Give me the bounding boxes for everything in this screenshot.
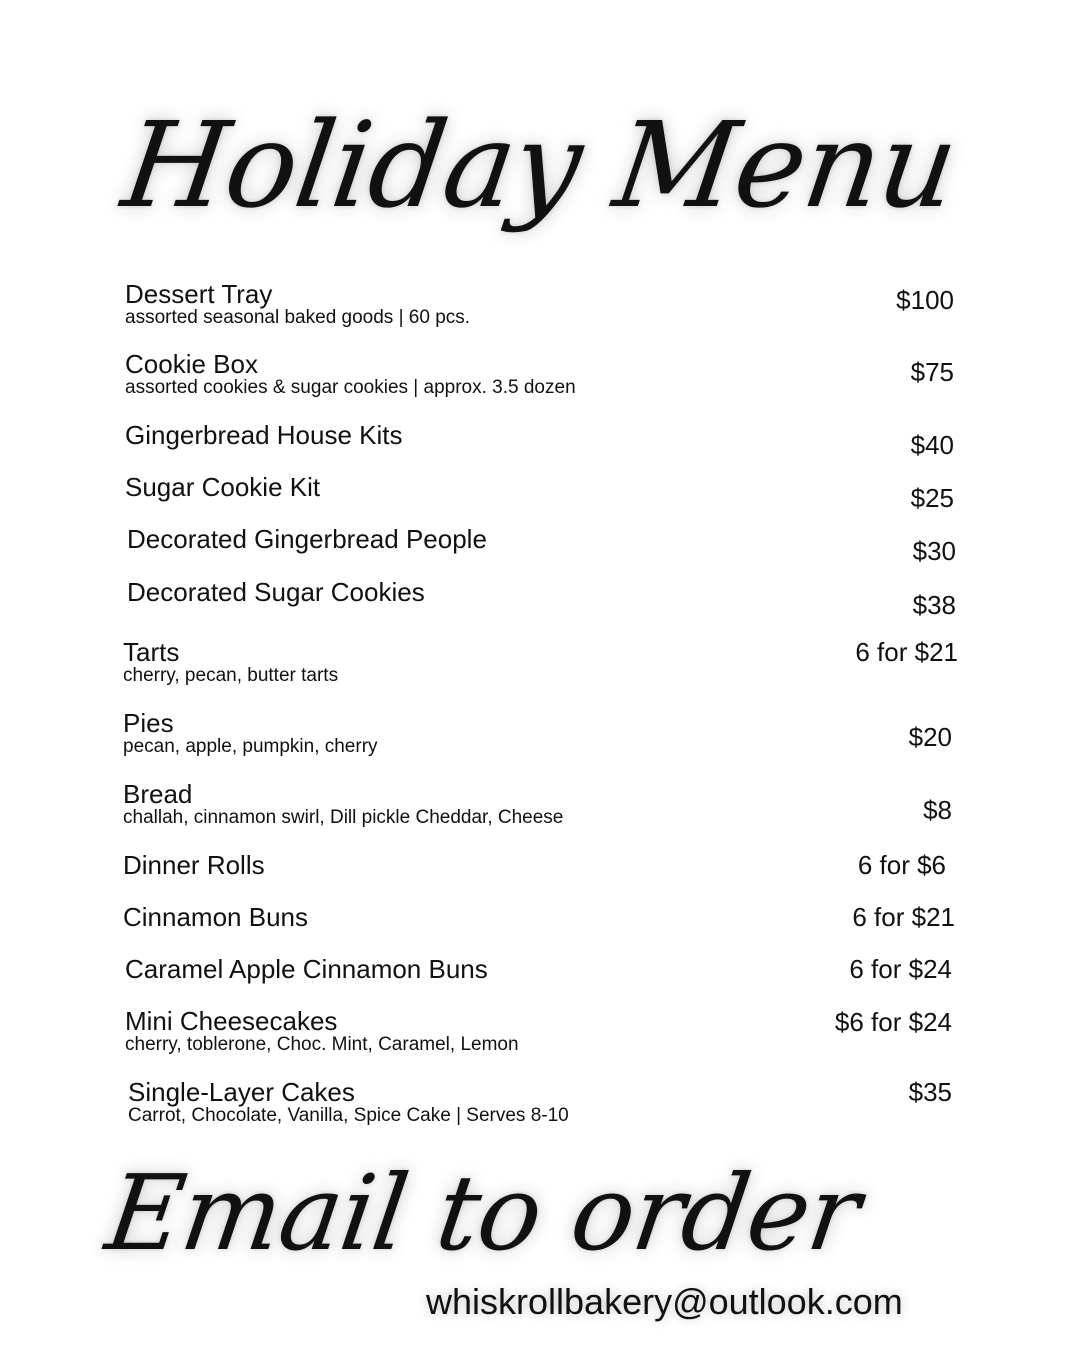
item-name: Dessert Tray bbox=[125, 279, 273, 309]
item-price: $38 bbox=[912, 590, 956, 620]
item-price: $75 bbox=[910, 357, 954, 387]
menu-item-bread bbox=[0, 780, 1080, 840]
item-description: pecan, apple, pumpkin, cherry bbox=[123, 736, 378, 757]
item-name: Single-Layer Cakes bbox=[128, 1077, 355, 1107]
item-name: Sugar Cookie Kit bbox=[125, 472, 321, 502]
item-name: Dinner Rolls bbox=[123, 850, 265, 880]
item-name: Decorated Gingerbread People bbox=[127, 524, 487, 554]
item-price: $35 bbox=[908, 1077, 952, 1107]
item-price: $6 for $24 bbox=[834, 1007, 952, 1037]
item-name: Tarts bbox=[123, 637, 180, 667]
item-price: 6 for $6 bbox=[857, 850, 946, 880]
order-heading: Email to order bbox=[99, 1152, 867, 1274]
item-price: 6 for $21 bbox=[855, 637, 958, 667]
item-name: Gingerbread House Kits bbox=[125, 420, 403, 450]
item-price: $8 bbox=[923, 795, 952, 825]
item-name: Pies bbox=[123, 708, 174, 738]
page-title: Holiday Menu bbox=[115, 96, 965, 234]
item-description: assorted seasonal baked goods | 60 pcs. bbox=[125, 307, 471, 328]
item-description: assorted cookies & sugar cookies | approx. 3.5 dozen bbox=[125, 377, 576, 398]
menu-item-dessert-tray bbox=[0, 280, 1080, 340]
item-price: $25 bbox=[910, 483, 954, 513]
item-name: Cookie Box bbox=[125, 349, 258, 379]
item-description: cherry, toblerone, Choc. Mint, Caramel, Lemon bbox=[125, 1034, 519, 1055]
item-name: Mini Cheesecakes bbox=[125, 1006, 338, 1036]
contact-email[interactable]: whiskrollbakery@outlook.com bbox=[426, 1281, 903, 1322]
item-description: challah, cinnamon swirl, Dill pickle Cheddar, Cheese bbox=[123, 807, 564, 828]
menu-item-cookie-box bbox=[0, 350, 1080, 410]
item-price: 6 for $21 bbox=[852, 902, 955, 932]
menu-item-pies bbox=[0, 709, 1080, 769]
item-price: $30 bbox=[912, 536, 956, 566]
item-description: cherry, pecan, butter tarts bbox=[123, 665, 339, 686]
menu-item-decorated-gingerbread-people bbox=[0, 525, 1080, 585]
menu-item-tarts bbox=[0, 638, 1080, 698]
item-description: Carrot, Chocolate, Vanilla, Spice Cake | Serves 8-10 bbox=[128, 1105, 569, 1126]
item-name: Caramel Apple Cinnamon Buns bbox=[125, 954, 488, 984]
menu-item-mini-cheesecakes bbox=[0, 1007, 1080, 1067]
item-price: $40 bbox=[910, 430, 954, 460]
item-name: Cinnamon Buns bbox=[123, 902, 308, 932]
menu-item-single-layer-cakes bbox=[0, 1078, 1080, 1138]
item-name: Decorated Sugar Cookies bbox=[127, 577, 425, 607]
item-price: $20 bbox=[908, 722, 952, 752]
menu-item-decorated-sugar-cookies bbox=[0, 578, 1080, 638]
item-price: 6 for $24 bbox=[849, 954, 952, 984]
item-name: Bread bbox=[123, 779, 193, 809]
item-price: $100 bbox=[896, 285, 954, 315]
